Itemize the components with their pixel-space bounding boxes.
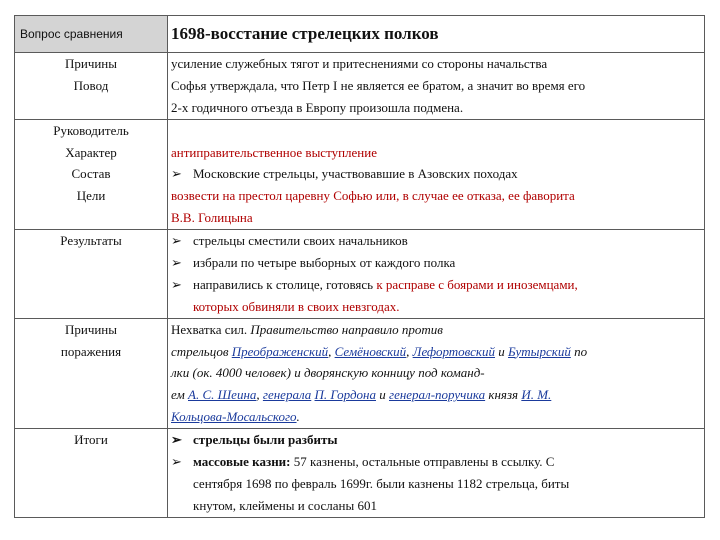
label-prichiny-porazheniya-2: поражения	[60, 343, 122, 359]
table-row-itogi	[15, 429, 705, 518]
link-lefortovsky[interactable]: Лефортовский	[412, 343, 496, 359]
label-povod: Повод	[73, 77, 109, 93]
label-prichiny: Причины	[64, 56, 118, 71]
link-butyrsky[interactable]: Бутырский	[508, 343, 571, 359]
comparison-table	[14, 15, 705, 518]
label-rezultaty: Результаты	[60, 233, 122, 249]
link-im[interactable]: И. М.	[521, 387, 552, 403]
row-content-cell	[168, 119, 705, 229]
defeat-text: ем	[171, 387, 188, 403]
row-labels-cell	[15, 230, 168, 319]
arrowhead-bullet-icon: ➢	[171, 432, 182, 448]
table-row-kharakter-tseli	[15, 119, 705, 229]
list-item	[168, 451, 704, 473]
row-content-cell	[168, 230, 705, 319]
list-item	[168, 163, 704, 185]
bullet-continuation: которых обвиняли в своих невзгодах.	[193, 298, 400, 314]
defeat-line-5	[168, 406, 704, 428]
link-shein[interactable]: А. С. Шеина	[188, 387, 257, 403]
row-content-cell	[168, 53, 705, 120]
text-kharakter: антиправительственное выступление	[171, 144, 377, 160]
bullet-text: 57 казнены, остальные отправлены в ссылку. С	[290, 454, 555, 470]
list-item	[168, 252, 704, 274]
list-item	[168, 429, 704, 451]
bullet-text: стрельцы сместили своих начальников	[193, 233, 408, 249]
bullet-text: направились к столице, готовясь	[193, 276, 377, 292]
text-prichiny: усиление служебных тягот и притеснениями со стороны начальства	[171, 56, 548, 71]
defeat-text-italic: Правительство направило против	[250, 321, 443, 337]
text-povod-2: 2-х годичного отъезда в Европу произошла подмена.	[171, 99, 464, 115]
arrowhead-bullet-icon: ➢	[171, 255, 182, 271]
arrowhead-bullet-icon: ➢	[171, 454, 182, 470]
comma: ,	[256, 387, 263, 403]
label-tseli: Цели	[76, 188, 106, 204]
defeat-text: и	[495, 343, 509, 359]
row-content-cell	[168, 318, 705, 428]
text-rukovoditel	[168, 120, 704, 142]
row-labels-cell	[15, 119, 168, 229]
link-general[interactable]: генерала	[262, 387, 312, 403]
header-row	[15, 16, 705, 53]
label-kharakter: Характер	[65, 144, 117, 160]
text-povod-1: Софья утверждала, что Петр I не является ее братом, а значит во время его	[171, 77, 586, 93]
table-row-prichiny-porazheniya	[15, 318, 705, 428]
bullet-text-bold: массовые казни:	[193, 454, 291, 470]
header-col2: 1698-восстание стрелецких полков	[168, 16, 705, 53]
row-labels-cell	[15, 318, 168, 428]
link-koltsov-mosalsky[interactable]: Кольцова-Мосальского	[171, 409, 297, 425]
defeat-text: князя	[485, 387, 522, 403]
link-gordon[interactable]: П. Гордона	[314, 387, 376, 403]
text-sostav: Московские стрельцы, участвовавшие в Азовских походах	[193, 166, 518, 182]
bullet-continuation: сентября 1698 по февраль 1699г. были казнены 1182 стрельца, биты	[193, 475, 570, 491]
comma: ,	[406, 343, 413, 359]
header-col1: Вопрос сравнения	[15, 16, 168, 53]
text-tseli-2: В.В. Голицына	[171, 210, 253, 226]
row-content-cell	[168, 429, 705, 518]
label-rukovoditel: Руководитель	[53, 122, 129, 138]
defeat-line-3: лки (ок. 4000 человек) и дворянскую конницу под команд-	[171, 365, 485, 381]
table-row-rezultaty	[15, 230, 705, 319]
defeat-text: и	[376, 387, 389, 403]
defeat-text: Нехватка сил.	[171, 321, 251, 337]
comma: ,	[328, 343, 335, 359]
arrowhead-bullet-icon: ➢	[171, 166, 182, 182]
defeat-line-2	[168, 341, 704, 363]
bullet-continuation: кнутом, клеймены и сосланы 601	[193, 497, 377, 513]
row-labels-cell	[15, 53, 168, 120]
defeat-text: по	[570, 343, 588, 359]
bullet-text: стрельцы были разбиты	[193, 432, 338, 448]
list-item	[168, 230, 704, 252]
arrowhead-bullet-icon: ➢	[171, 233, 182, 249]
table-row-prichiny-povod	[15, 53, 705, 120]
defeat-line-4	[168, 384, 704, 406]
bullet-text: избрали по четыре выборных от каждого полка	[193, 255, 456, 271]
defeat-line-1	[168, 319, 704, 341]
row-labels-cell	[15, 429, 168, 518]
defeat-text: стрельцов	[171, 343, 232, 359]
text-tseli-1: возвести на престол царевну Софью или, в случае ее отказа, ее фаворита	[171, 188, 575, 204]
label-prichiny-porazheniya-1: Причины	[64, 321, 118, 337]
bullet-text-red: к расправе с боярами и иноземцами,	[376, 276, 578, 292]
link-semyonovsky[interactable]: Семёновский	[334, 343, 407, 359]
link-preobrazhensky[interactable]: Преображенский	[231, 343, 329, 359]
list-item	[168, 274, 704, 296]
link-general-poruchik[interactable]: генерал-поручика	[389, 387, 486, 403]
label-sostav: Состав	[71, 166, 111, 182]
label-itogi: Итоги	[74, 432, 108, 448]
defeat-text: .	[296, 409, 300, 425]
arrowhead-bullet-icon: ➢	[171, 276, 182, 292]
